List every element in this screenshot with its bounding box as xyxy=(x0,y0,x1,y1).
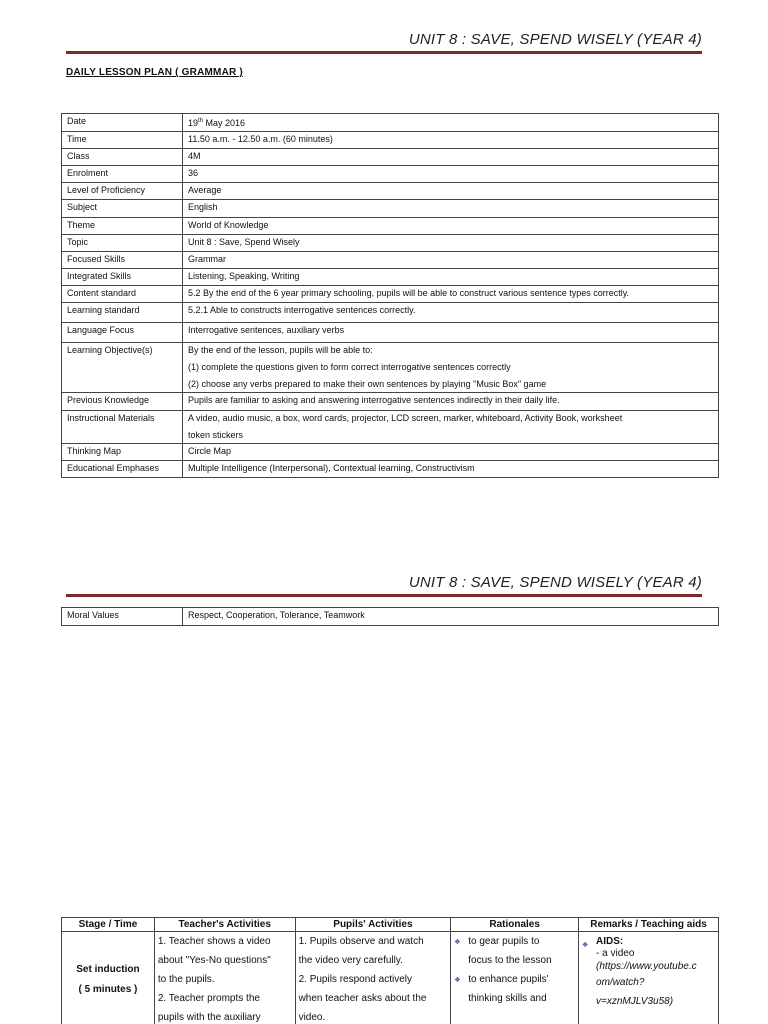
header-rule xyxy=(66,51,702,54)
bullet-item xyxy=(454,932,575,970)
rationales-cell xyxy=(451,932,579,1024)
row-value: Circle Map xyxy=(183,444,719,461)
stage-time: ( 5 minutes ) xyxy=(78,983,138,995)
col-header: Stage / Time xyxy=(62,918,155,932)
teacher-activities-cell xyxy=(154,932,295,1024)
text-line: thinking skills and xyxy=(468,993,547,1004)
text-line: 1. Teacher shows a video xyxy=(157,936,271,947)
bullet-item xyxy=(454,970,575,1008)
row-value: 11.50 a.m. - 12.50 a.m. (60 minutes) xyxy=(183,132,719,149)
video-url-line: v=xznMJLV3u58) xyxy=(596,996,674,1007)
text-line: the video very carefully. xyxy=(298,955,403,966)
table-row xyxy=(62,343,719,393)
diamond-bullet-icon: ❖ xyxy=(454,977,461,984)
table-row xyxy=(62,444,719,461)
unit-header: UNIT 8 : SAVE, SPEND WISELY (YEAR 4) xyxy=(408,31,702,48)
table-row xyxy=(62,235,719,252)
row-value: Pupils are familiar to asking and answering interrogative sentences indirectly in their daily life. xyxy=(183,393,719,411)
text-line: A video, audio music, a box, word cards, projector, LCD screen, marker, whiteboard, Activity Book, worksheet xyxy=(188,413,623,423)
row-value: Average xyxy=(183,183,719,200)
remarks-cell xyxy=(579,932,719,1024)
table-row xyxy=(62,323,719,343)
table-row xyxy=(62,411,719,444)
row-label: Focused Skills xyxy=(62,252,183,269)
row-label: Thinking Map xyxy=(62,444,183,461)
diamond-bullet-icon: ❖ xyxy=(454,939,461,946)
row-value: Unit 8 : Save, Spend Wisely xyxy=(183,235,719,252)
row-label: Previous Knowledge xyxy=(62,393,183,411)
row-label: Integrated Skills xyxy=(62,269,183,286)
col-header: Teacher's Activities xyxy=(154,918,295,932)
table-row xyxy=(62,252,719,269)
row-label: Instructional Materials xyxy=(62,411,183,444)
row-value: Grammar xyxy=(183,252,719,269)
row-value: 19th May 2016 xyxy=(183,114,719,132)
row-value xyxy=(183,411,719,444)
col-header: Rationales xyxy=(451,918,579,932)
lesson-plan-title: DAILY LESSON PLAN ( GRAMMAR ) xyxy=(66,67,243,78)
text-line: about "Yes-No questions" xyxy=(157,955,271,966)
row-label: Learning standard xyxy=(62,303,183,323)
row-value: World of Knowledge xyxy=(183,218,719,235)
row-value: Interrogative sentences, auxiliary verbs xyxy=(183,323,719,343)
row-label: Educational Emphases xyxy=(62,461,183,478)
bullet-item xyxy=(582,932,715,1011)
row-value: English xyxy=(183,200,719,218)
activities-table xyxy=(61,917,719,1024)
table-row xyxy=(62,286,719,303)
header-rule-page2 xyxy=(66,594,702,597)
table-header-row xyxy=(62,918,719,932)
row-value: Listening, Speaking, Writing xyxy=(183,269,719,286)
col-header: Remarks / Teaching aids xyxy=(579,918,719,932)
row-label: Enrolment xyxy=(62,166,183,183)
aids-heading: AIDS: xyxy=(596,936,624,947)
text-line: to enhance pupils' xyxy=(468,974,549,985)
pupils-activities-cell xyxy=(295,932,451,1024)
text-line: pupils with the auxiliary xyxy=(157,1012,261,1023)
text-line: token stickers xyxy=(188,430,244,440)
row-label: Subject xyxy=(62,200,183,218)
stage-name: Set induction xyxy=(76,963,140,975)
row-value: Multiple Intelligence (Interpersonal), Contextual learning, Constructivism xyxy=(183,461,719,478)
video-url-line: (https://www.youtube.c xyxy=(596,961,697,972)
table-row xyxy=(62,218,719,235)
table-row xyxy=(62,132,719,149)
text-line: to the pupils. xyxy=(157,974,215,985)
row-value xyxy=(183,343,719,393)
table-row xyxy=(62,461,719,478)
row-label: Theme xyxy=(62,218,183,235)
table-row xyxy=(62,183,719,200)
moral-values-table xyxy=(61,607,719,626)
col-header: Pupils' Activities xyxy=(295,918,451,932)
table-row xyxy=(62,149,719,166)
row-label: Level of Proficiency xyxy=(62,183,183,200)
row-value: 5.2.1 Able to constructs interrogative sentences correctly. xyxy=(183,303,719,323)
lesson-info-table xyxy=(61,113,719,478)
row-value: 4M xyxy=(183,149,719,166)
text-line: By the end of the lesson, pupils will be able to: xyxy=(188,345,373,355)
text-line: 1. Pupils observe and watch xyxy=(298,936,424,947)
text-line: video. xyxy=(298,1012,326,1023)
row-label: Moral Values xyxy=(62,608,183,626)
table-row xyxy=(62,114,719,132)
unit-header-page2: UNIT 8 : SAVE, SPEND WISELY (YEAR 4) xyxy=(408,574,702,591)
row-label: Time xyxy=(62,132,183,149)
text-line: (2) choose any verbs prepared to make their own sentences by playing "Music Box" game xyxy=(188,379,547,389)
row-label: Class xyxy=(62,149,183,166)
row-label: Content standard xyxy=(62,286,183,303)
video-url-line: om/watch? xyxy=(596,977,645,988)
row-value: 36 xyxy=(183,166,719,183)
text-line: (1) complete the questions given to form correct interrogative sentences correctly xyxy=(188,362,511,372)
text-line: 2. Teacher prompts the xyxy=(157,993,260,1004)
diamond-bullet-icon: ❖ xyxy=(582,942,589,949)
table-row xyxy=(62,303,719,323)
table-row xyxy=(62,932,719,1024)
row-label: Date xyxy=(62,114,183,132)
row-value: 5.2 By the end of the 6 year primary schooling, pupils will be able to construct various sentence types correctly. xyxy=(183,286,719,303)
row-label: Language Focus xyxy=(62,323,183,343)
text-line: 2. Pupils respond actively xyxy=(298,974,412,985)
row-value: Respect, Cooperation, Tolerance, Teamwork xyxy=(183,608,719,626)
table-row xyxy=(62,200,719,218)
table-row xyxy=(62,269,719,286)
table-row xyxy=(62,166,719,183)
row-label: Topic xyxy=(62,235,183,252)
row-label: Learning Objective(s) xyxy=(62,343,183,393)
stage-cell xyxy=(62,932,155,1024)
table-row xyxy=(62,608,719,626)
aids-item: - a video xyxy=(596,948,635,959)
table-row xyxy=(62,393,719,411)
text-line: when teacher asks about the xyxy=(298,993,427,1004)
text-line: focus to the lesson xyxy=(468,955,552,966)
text-line: to gear pupils to xyxy=(468,936,540,947)
